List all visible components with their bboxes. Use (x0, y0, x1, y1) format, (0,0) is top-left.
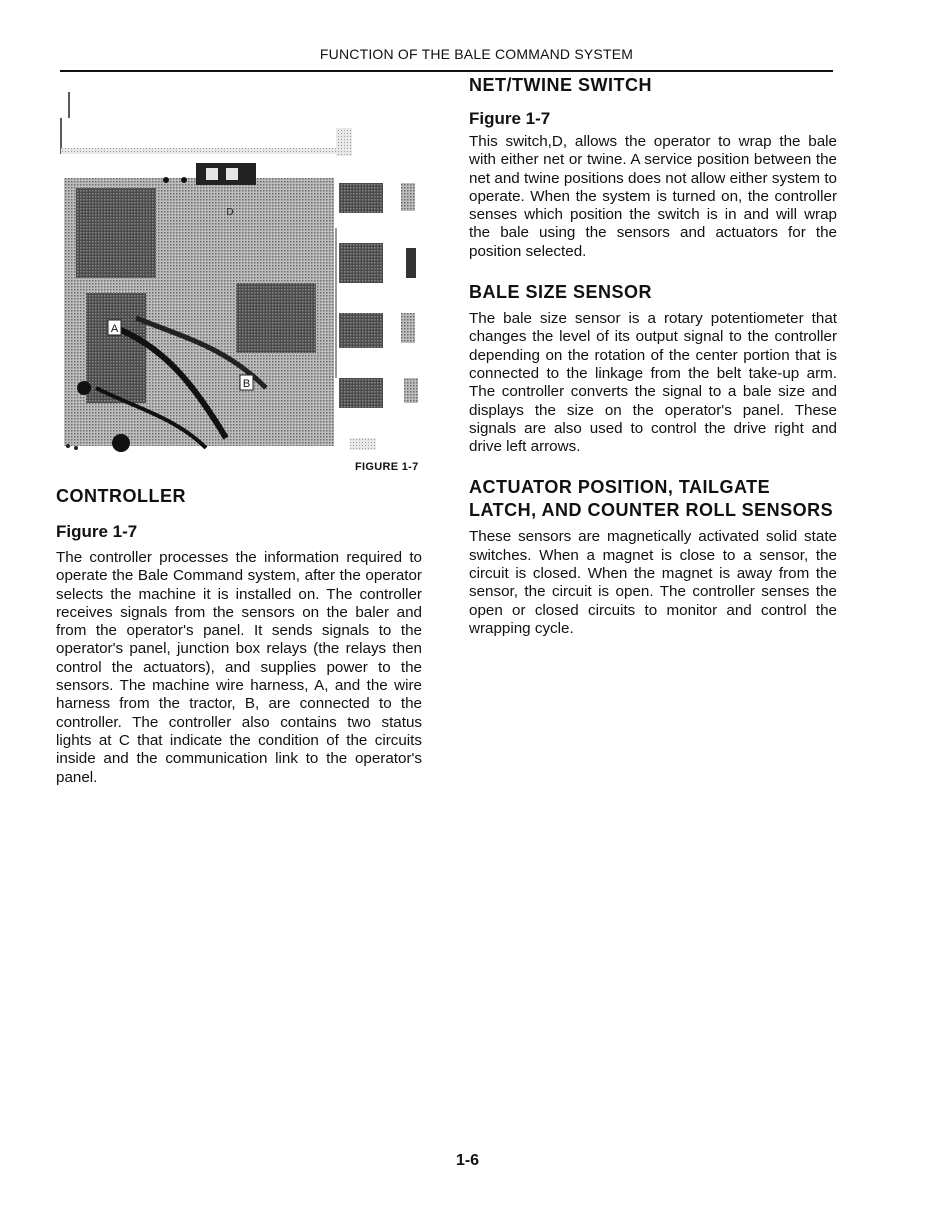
page-number: 1-6 (455, 1152, 480, 1169)
controller-body: The controller processes the information required to operate the Bale Command system, after the operator selects the machine it is installed on. The controller receives signals from the sensors on the baler and from the operator's panel. It sends signals to the operator's panel, junction box relays (the relays then control the actuators), and supplies power to the sensors. The machine wire harness, A, and the wire harness from the tractor, B, are connected to the controller. The controller also contains two status lights at C that indicate the condition of the circuits inside and the communication link to the operator's panel. (56, 549, 422, 786)
header-rule (60, 70, 833, 72)
figure-label-b: B (242, 378, 251, 390)
bale-size-body: The bale size sensor is a rotary potentiometer that changes the level of its output signal to the controller depending on the rotation of the center portion that is connected to the linkage from the belt take-up arm. The controller converts the signal to a bale size and displays the size on the operator's panel. These signals are also used to control the drive right and drive left arrows. (469, 310, 837, 456)
net-twine-body: This switch,D, allows the operator to wrap the bale with either net or twine. A service position between the net and twine positions does not allow either system to operate. When the system is turned on, the controller senses which position the switch is in and will wrap the bale using the sensors and actuators for the position selected. (469, 133, 837, 260)
figure-label-d: D (226, 207, 234, 218)
right-column (469, 74, 837, 638)
bale-size-heading: BALE SIZE SENSOR (469, 282, 653, 303)
figure-photo-controller (56, 88, 440, 462)
left-column (56, 485, 422, 787)
figure-label-a: A (110, 323, 119, 335)
net-twine-heading: NET/TWINE SWITCH (469, 75, 652, 95)
controller-heading: CONTROLLER (56, 486, 186, 506)
actuator-heading-line2: LATCH, AND COUNTER ROLL SENSORS (469, 500, 834, 521)
actuator-heading-line1: ACTUATOR POSITION, TAILGATE (469, 477, 771, 498)
controller-figure-ref: Figure 1-7 (56, 522, 138, 541)
running-header: FUNCTION OF THE BALE COMMAND SYSTEM (319, 46, 634, 62)
actuator-body: These sensors are magnetically activated solid state switches. When a magnet is close to a sensor, the circuit is closed. When the magnet is away from the sensor, the circuit is open. The controller senses the open or closed circuits to monitor and control the wrapping cycle. (469, 528, 837, 637)
figure-caption: FIGURE 1-7 (355, 461, 419, 473)
net-twine-figure-ref: Figure 1-7 (469, 109, 551, 128)
